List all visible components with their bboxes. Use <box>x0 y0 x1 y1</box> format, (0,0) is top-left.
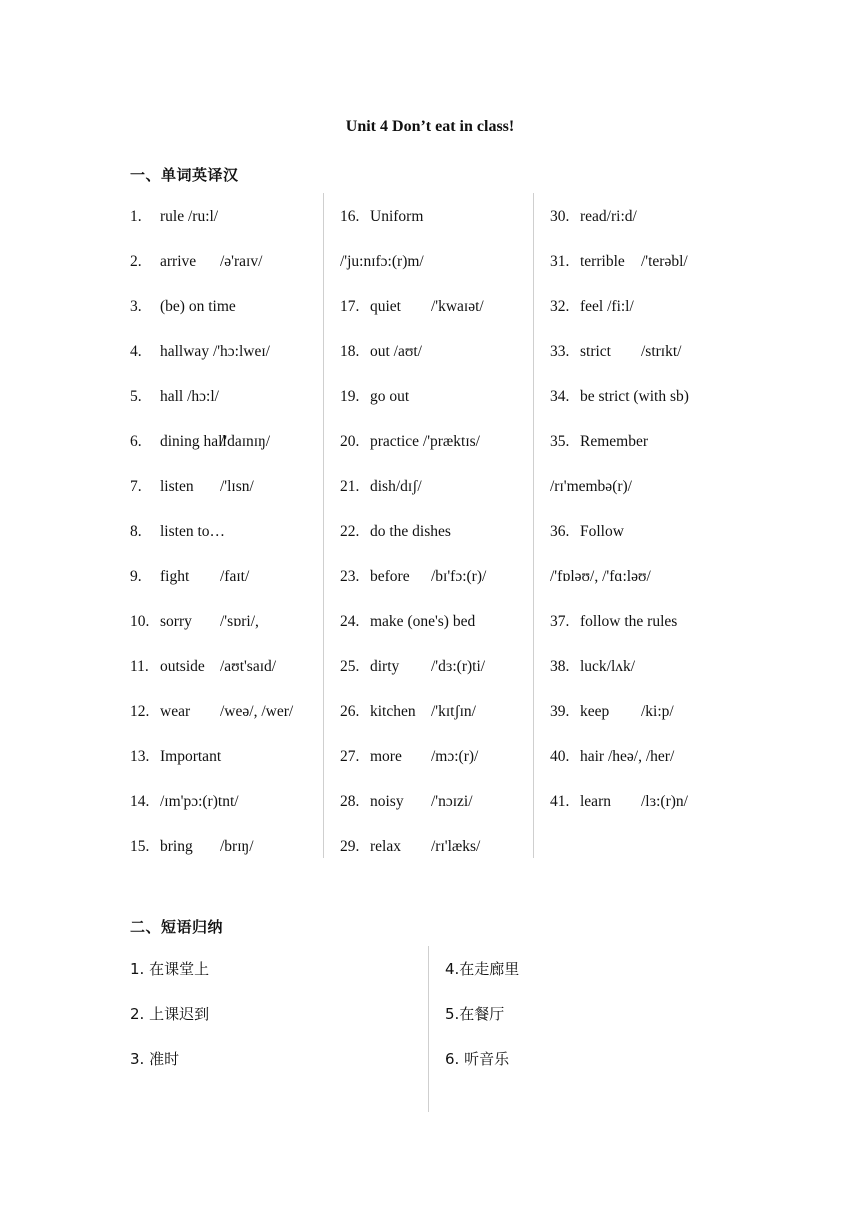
item-number: 24. <box>340 613 360 630</box>
vocab-word: outside <box>160 658 205 675</box>
vocab-phonetic: /'lɪsn/ <box>220 478 254 495</box>
item-number: 35. <box>550 433 570 450</box>
vocab-item <box>340 747 530 767</box>
vocab-word: dining hall <box>160 433 227 450</box>
item-number: 6. <box>130 433 142 450</box>
vocab-word: /ɪm'pɔ:(r)tnt/ <box>160 793 239 810</box>
column-divider <box>323 193 324 858</box>
vocab-item <box>340 837 530 857</box>
item-number: 8. <box>130 523 142 540</box>
vocab-item <box>340 702 530 722</box>
vocab-word: make (one's) bed <box>370 613 476 630</box>
vocab-phonetic: /mɔ:(r)/ <box>431 748 479 765</box>
vocab-item <box>340 252 530 272</box>
item-number: 21. <box>340 478 360 495</box>
vocab-item <box>340 657 530 677</box>
vocab-word: Follow <box>580 523 624 540</box>
vocab-item <box>130 837 320 857</box>
item-number: 23. <box>340 568 360 585</box>
item-number: 5. <box>130 388 142 405</box>
vocab-item <box>130 657 320 677</box>
item-number: 19. <box>340 388 360 405</box>
vocab-word: bring <box>160 838 193 855</box>
vocab-word: arrive <box>160 253 197 270</box>
vocab-phonetic: /brɪŋ/ <box>220 838 254 855</box>
vocab-item <box>340 207 530 227</box>
page-title: Unit 4 Don’t eat in class! <box>345 118 515 135</box>
item-number: 40. <box>550 748 570 765</box>
item-number: 33. <box>550 343 570 360</box>
phrase-item: 4.在走廊里 <box>445 960 520 978</box>
vocab-word: out /aʊt/ <box>370 343 422 360</box>
vocab-word: dish/dɪʃ/ <box>370 478 422 495</box>
item-number: 10. <box>130 613 150 630</box>
phrase-item: 6. 听音乐 <box>445 1050 510 1068</box>
vocab-phonetic: /faɪt/ <box>220 568 250 585</box>
vocab-item <box>550 477 750 497</box>
item-number: 32. <box>550 298 570 315</box>
vocab-word: Remember <box>580 433 649 450</box>
item-number: 16. <box>340 208 360 225</box>
vocab-word: (be) on time <box>160 298 236 315</box>
item-number: 1. <box>130 208 142 225</box>
vocab-word: listen <box>160 478 194 495</box>
vocab-item <box>130 747 320 767</box>
vocab-word: hair /heə/, /her/ <box>580 748 675 765</box>
vocab-item <box>550 792 750 812</box>
vocab-item <box>340 612 530 632</box>
vocab-word: feel /fi:l/ <box>580 298 634 315</box>
vocab-word: /'fɒləʊ/, /'fɑ:ləʊ/ <box>550 568 651 585</box>
vocab-phonetic: /'kɪtʃɪn/ <box>431 703 476 720</box>
item-number: 37. <box>550 613 570 630</box>
vocab-word: hallway /'hɔ:lweɪ/ <box>160 343 270 360</box>
vocab-phonetic: /bɪ'fɔ:(r)/ <box>431 568 487 585</box>
vocab-item <box>130 207 320 227</box>
vocab-item <box>550 747 750 767</box>
vocab-item <box>550 702 750 722</box>
vocab-phonetic: /weə/, /wer/ <box>220 703 294 720</box>
vocab-word: rule /ru:l/ <box>160 208 219 225</box>
vocab-item <box>340 342 530 362</box>
vocab-word: fight <box>160 568 190 585</box>
vocab-phonetic: /aʊt'saɪd/ <box>220 658 277 675</box>
vocab-phonetic: /'kwaɪət/ <box>431 298 484 315</box>
vocab-word: before <box>370 568 410 585</box>
vocab-item <box>130 612 320 632</box>
vocab-item <box>550 522 750 542</box>
item-number: 11. <box>130 658 149 675</box>
item-number: 26. <box>340 703 360 720</box>
vocab-word: /rɪ'membə(r)/ <box>550 478 632 495</box>
item-number: 22. <box>340 523 360 540</box>
vocab-word: hall /hɔ:l/ <box>160 388 219 405</box>
item-number: 2. <box>130 253 142 270</box>
item-number: 28. <box>340 793 360 810</box>
vocab-word: practice /'præktɪs/ <box>370 433 480 450</box>
vocab-item <box>130 567 320 587</box>
item-number: 34. <box>550 388 570 405</box>
item-number: 39. <box>550 703 570 720</box>
item-number: 41. <box>550 793 570 810</box>
item-number: 17. <box>340 298 360 315</box>
section-heading-phrases: 二、短语归纳 <box>130 918 224 936</box>
item-number: 36. <box>550 523 570 540</box>
vocab-phonetic: /ki:p/ <box>641 703 674 720</box>
vocab-item <box>130 387 320 407</box>
section-heading-vocabulary: 一、单词英译汉 <box>130 166 239 184</box>
vocab-phonetic: /rɪ'læks/ <box>431 838 481 855</box>
vocab-word: Uniform <box>370 208 424 225</box>
vocab-phonetic: /lɜ:(r)n/ <box>641 793 688 810</box>
vocab-item <box>340 432 530 452</box>
item-number: 9. <box>130 568 142 585</box>
item-number: 27. <box>340 748 360 765</box>
phrase-item: 3. 准时 <box>130 1050 180 1068</box>
vocab-item <box>130 297 320 317</box>
vocab-phonetic: /'dɜ:(r)ti/ <box>431 658 486 675</box>
vocab-item <box>550 567 750 587</box>
vocab-phonetic: /'sɒri/, <box>220 613 259 630</box>
item-number: 30. <box>550 208 570 225</box>
vocab-word: go out <box>370 388 410 405</box>
vocab-item <box>130 522 320 542</box>
vocab-phonetic: /strɪkt/ <box>641 343 682 360</box>
item-number: 14. <box>130 793 150 810</box>
vocab-item <box>130 432 320 452</box>
vocab-item <box>550 207 750 227</box>
vocab-phonetic: /'daɪnɪŋ/ <box>220 433 271 450</box>
phrase-item: 5.在餐厅 <box>445 1005 505 1023</box>
vocab-phonetic: /ə'raɪv/ <box>220 253 263 270</box>
item-number: 13. <box>130 748 150 765</box>
vocab-word: do the dishes <box>370 523 451 540</box>
vocab-item <box>130 252 320 272</box>
vocab-word: keep <box>580 703 610 720</box>
vocab-word: learn <box>580 793 611 810</box>
vocab-word: noisy <box>370 793 404 810</box>
item-number: 29. <box>340 838 360 855</box>
vocab-word: strict <box>580 343 611 360</box>
phrase-item: 2. 上课迟到 <box>130 1005 210 1023</box>
vocab-item <box>550 252 750 272</box>
vocab-item <box>130 792 320 812</box>
vocab-item <box>550 612 750 632</box>
vocab-item <box>550 432 750 452</box>
vocab-item <box>340 477 530 497</box>
vocab-item <box>340 567 530 587</box>
vocab-word: more <box>370 748 402 765</box>
vocab-item <box>340 522 530 542</box>
item-number: 18. <box>340 343 360 360</box>
vocab-word: dirty <box>370 658 400 675</box>
vocab-item <box>130 342 320 362</box>
item-number: 7. <box>130 478 142 495</box>
vocab-word: luck/lʌk/ <box>580 658 636 675</box>
vocab-item <box>340 387 530 407</box>
item-number: 31. <box>550 253 570 270</box>
vocab-word: relax <box>370 838 401 855</box>
vocab-item <box>340 297 530 317</box>
vocab-word: listen to… <box>160 523 226 540</box>
item-number: 12. <box>130 703 150 720</box>
vocab-item <box>550 657 750 677</box>
vocab-item <box>130 477 320 497</box>
vocab-word: sorry <box>160 613 192 630</box>
vocab-item <box>550 342 750 362</box>
vocab-word: kitchen <box>370 703 416 720</box>
vocab-item <box>340 792 530 812</box>
vocab-word: be strict (with sb) <box>580 388 689 405</box>
vocab-word: /'ju:nɪfɔ:(r)m/ <box>340 253 424 270</box>
column-divider <box>428 946 429 1112</box>
column-divider <box>533 193 534 858</box>
item-number: 20. <box>340 433 360 450</box>
vocab-item <box>550 387 750 407</box>
vocab-word: wear <box>160 703 191 720</box>
item-number: 4. <box>130 343 142 360</box>
item-number: 25. <box>340 658 360 675</box>
vocab-phonetic: /'nɔɪzi/ <box>431 793 473 810</box>
vocab-word: quiet <box>370 298 401 315</box>
vocab-item <box>130 702 320 722</box>
vocab-phonetic: /'terəbl/ <box>641 253 688 270</box>
item-number: 15. <box>130 838 150 855</box>
vocab-word: terrible <box>580 253 625 270</box>
vocab-word: read/ri:d/ <box>580 208 637 225</box>
vocab-word: Important <box>160 748 222 765</box>
vocab-item <box>550 297 750 317</box>
vocab-word: follow the rules <box>580 613 678 630</box>
item-number: 38. <box>550 658 570 675</box>
phrase-item: 1. 在课堂上 <box>130 960 210 978</box>
item-number: 3. <box>130 298 142 315</box>
